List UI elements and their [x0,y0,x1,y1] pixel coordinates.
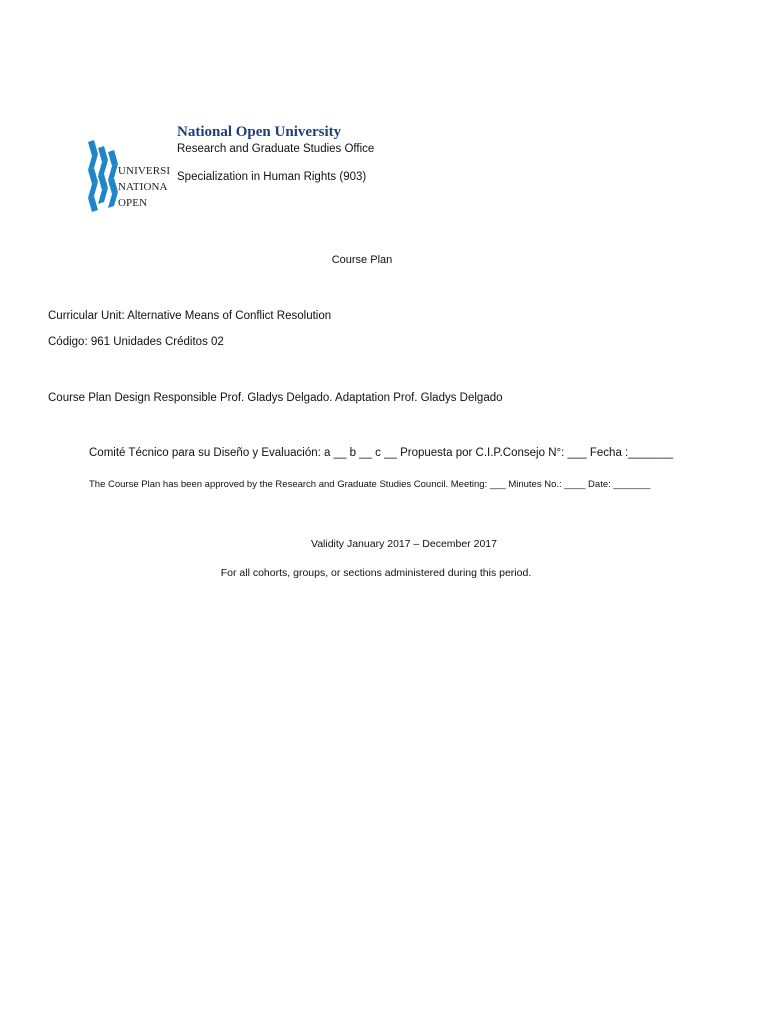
validity-line: Validity January 2017 – December 2017 [310,538,497,550]
logo-line: OPEN [118,197,148,209]
logo-line: NATIONA [118,181,168,193]
course-code: Código: 961 Unidades Créditos 02 [48,336,224,348]
program-name: Specialization in Human Rights (903) [177,171,367,183]
scope-line: For all cohorts, groups, or sections administered during this period. [220,567,532,579]
approval-line: The Course Plan has been approved by the Research and Graduate Studies Council. Meeting: ___ Minutes No.: ____ Date: _______ [89,479,651,490]
document-title: Course Plan [331,254,393,266]
design-responsible: Course Plan Design Responsible Prof. Gladys Delgado. Adaptation Prof. Gladys Delgado [48,392,503,404]
university-name: National Open University [177,124,342,140]
logo-line: UNIVERSI [118,165,171,177]
curricular-unit: Curricular Unit: Alternative Means of Conflict Resolution [48,310,332,322]
logo-wordmark [118,163,170,211]
university-logo-icon [86,138,120,212]
committee-line: Comité Técnico para su Diseño y Evaluación: a __ b __ c __ Propuesta por C.I.P.Consejo N°: ___ Fecha :_______ [89,447,673,459]
office-name: Research and Graduate Studies Office [177,143,375,155]
